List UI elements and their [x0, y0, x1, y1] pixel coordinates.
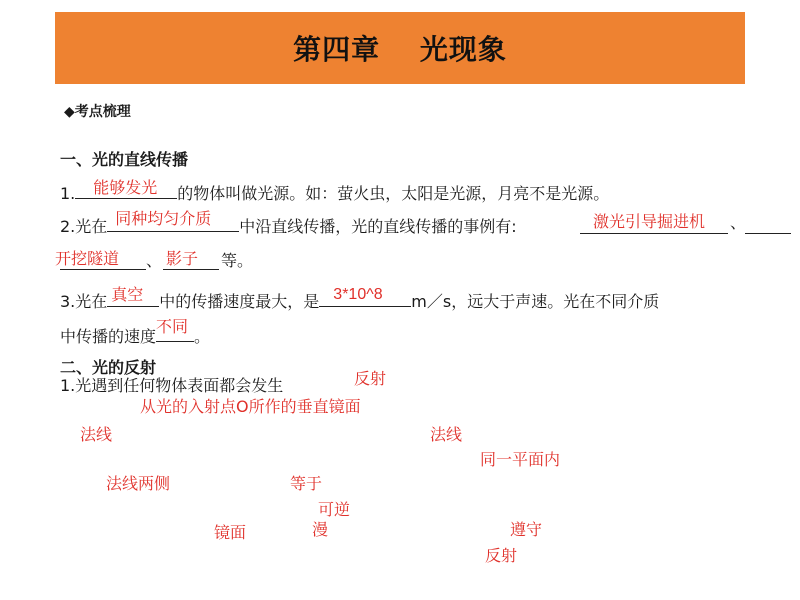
q2-prefix: 2.光在	[60, 217, 108, 236]
q1-suffix: 的物体叫做光源。如：萤火虫，太阳是光源，月亮不是光源。	[177, 184, 610, 203]
q1-line	[60, 180, 609, 204]
q1-answer: 能够发光	[93, 178, 158, 197]
q2-blank3	[60, 249, 146, 270]
section1-heading: 一、光的直线传播	[60, 150, 189, 169]
answer-equal: 等于	[290, 474, 323, 493]
q2-mid: 中沿直线传播，光的直线传播的事例有:	[239, 217, 517, 236]
section2-heading: 二、光的反射	[60, 358, 157, 377]
q3-blank3	[156, 317, 194, 342]
q2-sep2: 、	[146, 251, 163, 270]
q2-answer3: 开挖隧道	[55, 249, 120, 268]
answer-normal-definition: 从光的入射点O所作的垂直镜面	[140, 397, 361, 416]
q2-blank1	[107, 209, 239, 232]
section-marker: ◆考点梳理	[64, 104, 131, 120]
q3-line2	[60, 317, 211, 347]
q1-prefix: 1.	[60, 184, 76, 203]
answer-diffuse: 漫	[312, 520, 329, 539]
q2-answer4: 影子	[166, 249, 199, 268]
q2-suffix: 等。	[221, 251, 254, 270]
chapter-banner	[55, 12, 745, 84]
q3-answer1: 真空	[111, 285, 144, 304]
answer-specular: 镜面	[214, 523, 247, 542]
q3-suffix: m／s，远大于声速。光在不同介质	[411, 292, 660, 311]
answer-both-sides: 法线两侧	[106, 474, 171, 493]
q3-answer2: 3*10^8	[333, 286, 383, 303]
q3-blank2	[319, 288, 411, 307]
q2-answer1: 同种均匀介质	[115, 209, 212, 228]
answer-obey: 遵守	[510, 520, 543, 539]
answer-reversible: 可逆	[318, 500, 351, 519]
q1-blank	[75, 180, 177, 199]
chapter-title: 第四章 光现象	[293, 33, 507, 66]
q3-prefix: 3.光在	[60, 292, 108, 311]
q2-line	[60, 209, 517, 237]
q3-answer3: 不同	[156, 317, 189, 336]
answer-normal-2: 法线	[430, 425, 463, 444]
q2-sep1: 、	[730, 213, 747, 232]
q2-answer2: 激光引导掘进机	[593, 212, 706, 231]
answer-same-plane: 同一平面内	[480, 450, 561, 469]
q3-blank1	[107, 285, 159, 307]
q3-end: 。	[194, 327, 211, 346]
sec2-q1: 1.光遇到任何物体表面都会发生	[60, 376, 284, 395]
answer-reflection: 反射	[354, 369, 387, 388]
answer-normal-1: 法线	[80, 425, 113, 444]
q3-mid: 中的传播速度最大，是	[159, 292, 320, 311]
q3-line	[60, 285, 660, 312]
q2-blank2-ext	[745, 212, 791, 234]
answer-reflection-2: 反射	[485, 546, 518, 565]
q3-line2-text: 中传播的速度	[60, 327, 157, 346]
